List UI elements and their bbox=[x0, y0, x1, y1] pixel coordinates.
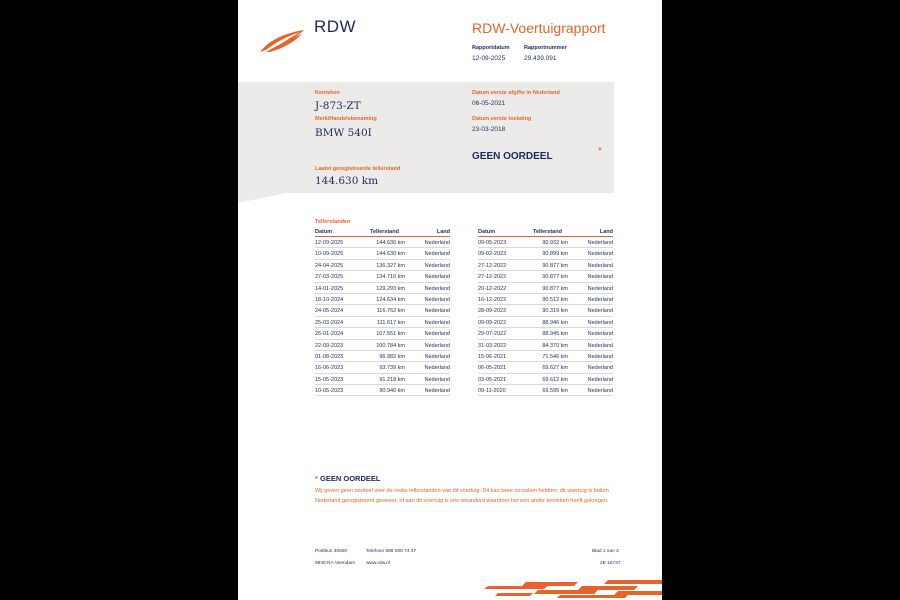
row-country: Nederland bbox=[587, 274, 613, 281]
table-row bbox=[478, 362, 613, 373]
row-country: Nederland bbox=[424, 240, 450, 246]
row-country: Nederland bbox=[587, 388, 613, 395]
row-date: 24-05-2024 bbox=[315, 308, 344, 315]
note-text: Wij geven geen oordeel over de reeks tellerstanden van dit voertuig. Dit kan twee oorzaken hebben: dit voertuig is buiten Nederland geregistreerd geweest, of aan dit voertuig is iets veranderd waardoor het een ander kenteken heeft gekregen. bbox=[315, 488, 609, 504]
row-reading: 107.551 km bbox=[376, 331, 405, 338]
row-country: Nederland bbox=[424, 331, 450, 338]
row-reading: 144.630 km bbox=[376, 240, 405, 246]
plate-value: J-873-ZT bbox=[315, 100, 361, 112]
row-reading: 90.319 km bbox=[542, 308, 568, 315]
report-number-label: Rapportnummer bbox=[524, 45, 567, 51]
vehicle-summary-panel bbox=[238, 82, 614, 193]
row-date: 26-01-2024 bbox=[315, 331, 344, 338]
report-page bbox=[238, 0, 662, 600]
report-date: 12-09-2025 bbox=[472, 55, 506, 62]
row-reading: 100.784 km bbox=[376, 342, 405, 349]
row-country: Nederland bbox=[424, 388, 450, 395]
row-reading: 71.546 km bbox=[542, 353, 568, 360]
row-date: 24-04-2025 bbox=[315, 262, 344, 269]
row-country: Nederland bbox=[424, 376, 450, 383]
report-title: RDW-Voertuigrapport bbox=[472, 20, 606, 36]
row-country: Nederland bbox=[587, 376, 613, 383]
row-reading: 69.595 km bbox=[542, 388, 568, 395]
table-row bbox=[478, 237, 613, 248]
header-country: Land bbox=[599, 229, 613, 235]
footer-page: Blad 1 van 3 bbox=[592, 549, 619, 554]
row-reading: 69.612 km bbox=[542, 376, 568, 383]
table-row bbox=[315, 362, 450, 373]
odometer-label: Laatst geregistreerde tellerstand bbox=[315, 166, 401, 172]
row-reading: 91.218 km bbox=[379, 376, 405, 383]
row-date: 09-11-2020 bbox=[478, 388, 506, 395]
note-asterisk: * bbox=[315, 474, 318, 483]
row-reading: 111.617 km bbox=[377, 319, 405, 326]
row-date: 10-05-2023 bbox=[315, 388, 344, 395]
footer-postal: 9640 RA Veendam bbox=[315, 561, 356, 566]
table-row bbox=[478, 248, 613, 259]
row-country: Nederland bbox=[424, 308, 450, 315]
row-date: 06-05-2021 bbox=[478, 365, 507, 372]
row-reading: 90.899 km bbox=[542, 251, 568, 258]
readings-table-right bbox=[478, 228, 613, 396]
row-country: Nederland bbox=[587, 262, 613, 269]
table-row bbox=[315, 317, 450, 328]
row-country: Nederland bbox=[587, 285, 613, 292]
table-row bbox=[478, 294, 613, 305]
row-date: 15-05-2023 bbox=[315, 376, 344, 383]
header-reading: Tellerstand bbox=[370, 229, 399, 235]
row-date: 10-09-2025 bbox=[315, 251, 344, 258]
row-date: 18-10-2024 bbox=[315, 296, 344, 303]
table-row bbox=[315, 351, 450, 362]
row-date: 15-06-2021 bbox=[478, 353, 507, 360]
table-row bbox=[315, 385, 450, 396]
row-country: Nederland bbox=[424, 342, 450, 349]
row-country: Nederland bbox=[587, 342, 613, 349]
table-row bbox=[315, 340, 450, 351]
row-reading: 144.630 km bbox=[376, 251, 405, 258]
header-date: Datum bbox=[478, 229, 496, 235]
row-reading: 136.327 km bbox=[376, 262, 405, 269]
verdict: GEEN OORDEEL bbox=[472, 151, 553, 162]
row-reading: 90.877 km bbox=[542, 274, 568, 281]
header-reading: Tellerstand bbox=[533, 229, 562, 235]
row-country: Nederland bbox=[424, 296, 450, 303]
table-row bbox=[478, 317, 613, 328]
row-reading: 69.627 km bbox=[542, 365, 568, 372]
table-row bbox=[478, 283, 613, 294]
row-country: Nederland bbox=[424, 285, 450, 292]
plate-label: Kenteken bbox=[315, 90, 340, 96]
row-date: 27-03-2025 bbox=[315, 274, 344, 281]
row-reading: 96.982 km bbox=[379, 353, 405, 360]
table-row bbox=[315, 248, 450, 259]
verdict-asterisk: * bbox=[598, 146, 602, 157]
table-row bbox=[478, 374, 613, 385]
row-date: 14-01-2025 bbox=[315, 285, 344, 292]
first-nl-value: 06-05-2021 bbox=[472, 100, 506, 107]
table-row bbox=[315, 305, 450, 316]
row-reading: 90.940 km bbox=[379, 388, 405, 395]
note-title-text: GEEN OORDEEL bbox=[320, 474, 381, 483]
row-reading: 129.293 km bbox=[376, 285, 405, 292]
row-country: Nederland bbox=[424, 319, 450, 326]
row-reading: 124.634 km bbox=[376, 296, 405, 303]
row-date: 09-02-2023 bbox=[478, 251, 507, 258]
table-row bbox=[478, 305, 613, 316]
header-date: Datum bbox=[315, 229, 333, 235]
row-country: Nederland bbox=[587, 319, 613, 326]
row-country: Nederland bbox=[424, 274, 450, 281]
row-country: Nederland bbox=[587, 308, 613, 315]
row-country: Nederland bbox=[587, 251, 613, 258]
row-date: 16-12-2022 bbox=[478, 296, 507, 303]
row-reading: 90.877 km bbox=[542, 262, 568, 269]
row-date: 27-12-2022 bbox=[478, 262, 507, 269]
footer-web: www.rdw.nl bbox=[366, 561, 390, 566]
row-date: 12-09-2025 bbox=[315, 240, 344, 246]
make-value: BMW 540I bbox=[315, 127, 372, 139]
make-label: Merk/Handelsbenaming bbox=[315, 116, 377, 122]
row-date: 25-03-2024 bbox=[315, 319, 344, 326]
row-date: 31-03-2022 bbox=[478, 342, 507, 349]
row-reading: 116.762 km bbox=[376, 308, 405, 315]
row-country: Nederland bbox=[424, 365, 450, 372]
row-country: Nederland bbox=[587, 365, 613, 372]
row-date: 09-09-2022 bbox=[478, 319, 507, 326]
table-row bbox=[315, 328, 450, 339]
row-date: 03-05-2021 bbox=[478, 376, 507, 383]
row-country: Nederland bbox=[424, 353, 450, 360]
row-reading: 93.739 km bbox=[379, 365, 405, 372]
footer-phone: Telefoon 088 008 74 47 bbox=[366, 549, 417, 554]
table-row bbox=[478, 385, 613, 396]
rdw-logo-icon bbox=[258, 28, 308, 54]
panel-notch bbox=[238, 193, 286, 203]
row-date: 27-12-2022 bbox=[478, 274, 507, 281]
header-country: Land bbox=[436, 229, 450, 235]
decorative-stripes-icon bbox=[478, 578, 662, 600]
first-admission-label: Datum eerste toelating bbox=[472, 116, 532, 122]
row-date: 09-05-2023 bbox=[478, 240, 507, 246]
footer-code: 2E 16737 bbox=[600, 561, 621, 566]
row-country: Nederland bbox=[587, 240, 613, 246]
row-country: Nederland bbox=[424, 262, 450, 269]
first-admission-value: 23-03-2018 bbox=[472, 126, 506, 133]
table-row bbox=[478, 340, 613, 351]
table-row bbox=[478, 271, 613, 282]
table-row bbox=[478, 351, 613, 362]
row-country: Nederland bbox=[587, 331, 613, 338]
row-reading: 90.877 km bbox=[542, 285, 568, 292]
row-reading: 134.710 km bbox=[376, 274, 405, 281]
footer-po-box: Postbus 30000 bbox=[315, 549, 348, 554]
row-date: 01-08-2023 bbox=[315, 353, 344, 360]
readings-title: Tellerstanden bbox=[315, 219, 351, 225]
table-header bbox=[478, 228, 613, 237]
row-date: 16-06-2023 bbox=[315, 365, 344, 372]
row-date: 22-09-2023 bbox=[315, 342, 344, 349]
row-reading: 88.945 km bbox=[542, 331, 568, 338]
row-date: 29-07-2022 bbox=[478, 331, 507, 338]
brand-name: RDW bbox=[314, 17, 357, 36]
row-date: 20-12-2022 bbox=[478, 285, 507, 292]
table-header bbox=[315, 228, 450, 237]
row-reading: 90.512 km bbox=[542, 296, 568, 303]
row-country: Nederland bbox=[424, 251, 450, 258]
row-reading: 90.932 km bbox=[542, 240, 568, 246]
table-row bbox=[315, 283, 450, 294]
report-date-label: Rapportdatum bbox=[472, 45, 510, 51]
row-date: 28-09-2022 bbox=[478, 308, 507, 315]
report-number: 29.439.091 bbox=[524, 55, 557, 62]
row-country: Nederland bbox=[587, 353, 613, 360]
table-row bbox=[315, 374, 450, 385]
table-row bbox=[315, 260, 450, 271]
table-row bbox=[478, 328, 613, 339]
row-reading: 84.370 km bbox=[542, 342, 568, 349]
table-row bbox=[315, 271, 450, 282]
table-row bbox=[315, 294, 450, 305]
row-reading: 88.946 km bbox=[542, 319, 568, 326]
odometer-value: 144.630 km bbox=[315, 175, 379, 187]
table-row bbox=[315, 237, 450, 248]
table-row bbox=[478, 260, 613, 271]
readings-table-left bbox=[315, 228, 450, 396]
first-nl-label: Datum eerste afgifte in Nederland bbox=[472, 90, 560, 96]
note-title bbox=[315, 474, 380, 483]
row-country: Nederland bbox=[587, 296, 613, 303]
